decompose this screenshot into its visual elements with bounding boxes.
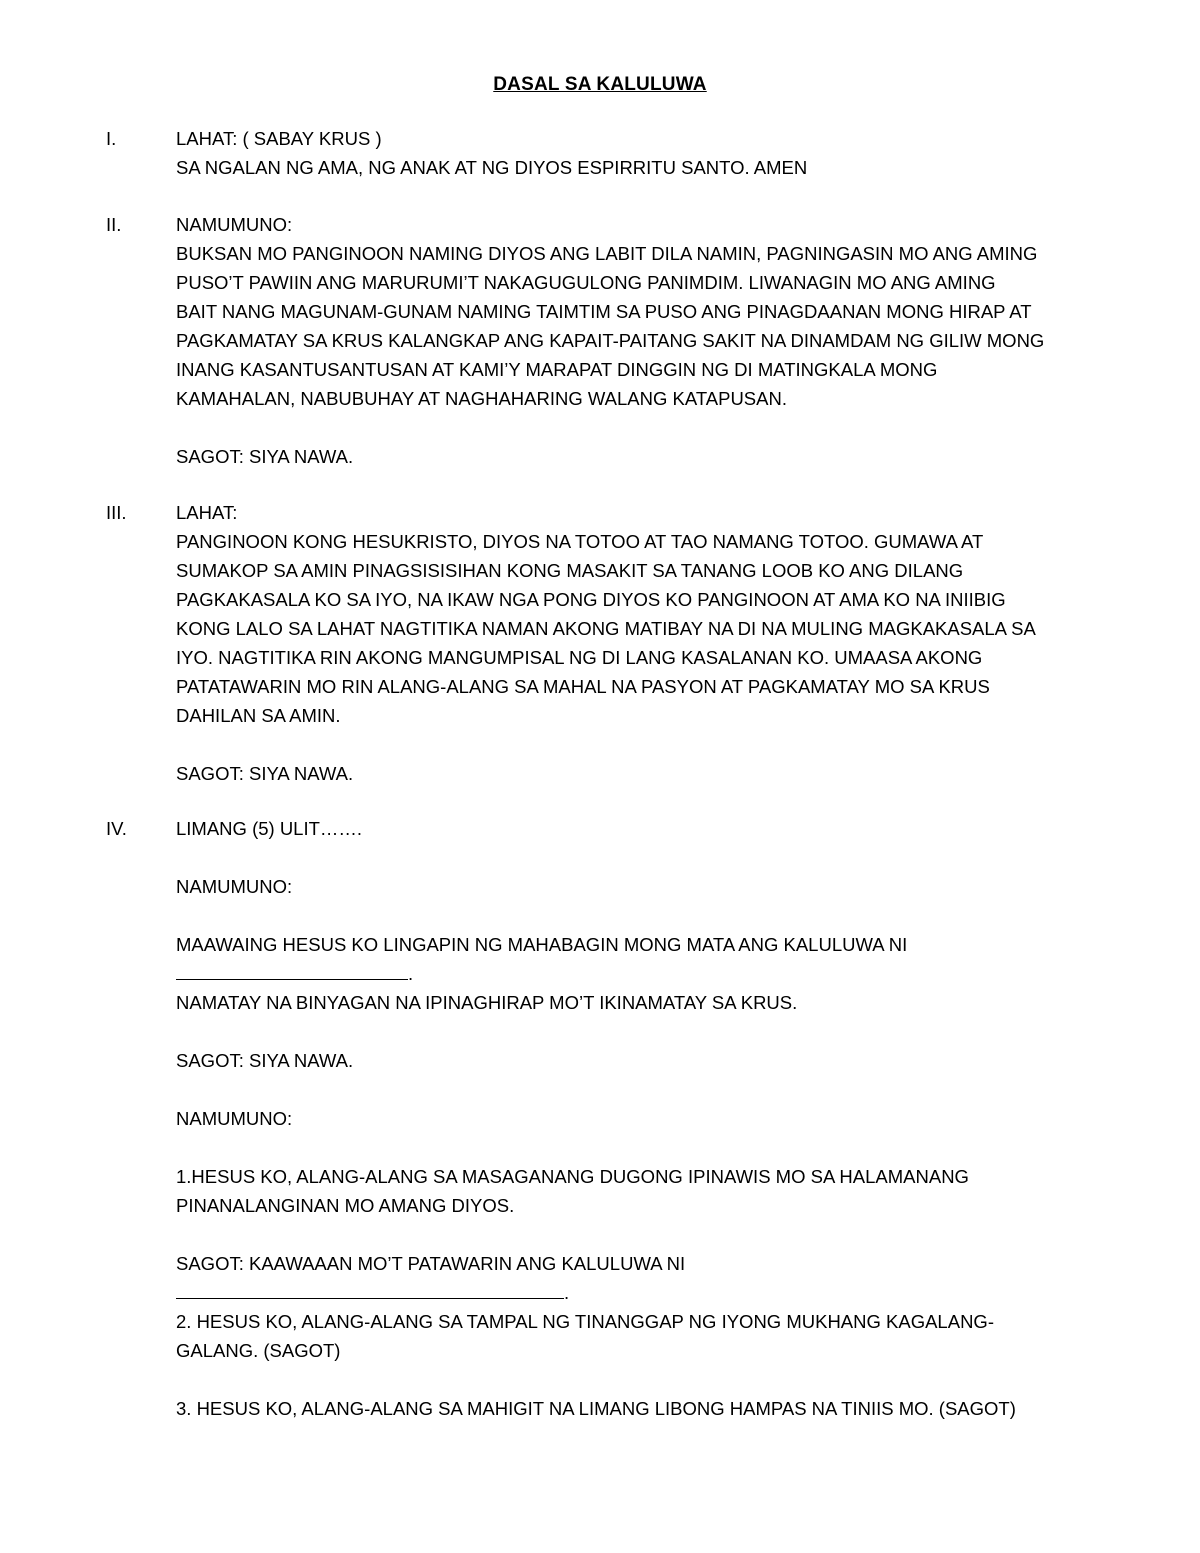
spacer <box>176 1133 1136 1162</box>
response-line: SAGOT: KAAWAAAN MO’T PATAWARIN ANG KALULUWA NI <box>176 1253 686 1274</box>
spacer <box>176 1365 1136 1394</box>
response-line: SAGOT: SIYA NAWA. <box>176 446 354 467</box>
response-line: SAGOT: SIYA NAWA. <box>176 763 354 784</box>
section-content <box>176 498 1136 788</box>
prayer-line: BUKSAN MO PANGINOON NAMING DIYOS ANG LABIT DILA NAMIN, PAGNINGASIN MO ANG AMING <box>176 243 1038 264</box>
prayer-line: PATATAWARIN MO RIN ALANG-ALANG SA MAHAL NA PASYON AT PAGKAMATAY MO SA KRUS <box>176 676 990 697</box>
prayer-line: 1.HESUS KO, ALANG-ALANG SA MASAGANANG DUGONG IPINAWIS MO SA HALAMANANG <box>176 1166 969 1187</box>
prayer-line: PAGKAKASALA KO SA IYO, NA IKAW NGA PONG DIYOS KO PANGINOON AT AMA KO NA INIIBIG <box>176 589 1006 610</box>
section-numeral: IV. <box>106 818 127 839</box>
prayer-line: NAMATAY NA BINYAGAN NA IPINAGHIRAP MO’T IKINAMATAY SA KRUS. <box>176 992 798 1013</box>
section-content <box>176 124 1136 182</box>
prayer-line: PUSO’T PAWIIN ANG MARURUMI’T NAKAGUGULONG PANIMDIM. LIWANAGIN MO ANG AMING <box>176 272 996 293</box>
prayer-line: 2. HESUS KO, ALANG-ALANG SA TAMPAL NG TINANGGAP NG IYONG MUKHANG KAGALANG- <box>176 1311 994 1332</box>
name-blank <box>176 1278 564 1299</box>
name-blank-line: . <box>176 1278 1136 1307</box>
spacer <box>176 843 1136 872</box>
prayer-line: 3. HESUS KO, ALANG-ALANG SA MAHIGIT NA LIMANG LIBONG HAMPAS NA TINIIS MO. (SAGOT) <box>176 1398 1016 1419</box>
prayer-line: KAMAHALAN, NABUBUHAY AT NAGHAHARING WALANG KATAPUSAN. <box>176 388 787 409</box>
prayer-line: PAGKAMATAY SA KRUS KALANGKAP ANG KAPAIT-PAITANG SAKIT NA DINAMDAM NG GILIW MONG <box>176 330 1045 351</box>
name-blank-line: . <box>176 959 1136 988</box>
prayer-line: SUMAKOP SA AMIN PINAGSISISIHAN KONG MASAKIT SA TANANG LOOB KO ANG DILANG <box>176 560 964 581</box>
section-numeral: I. <box>106 128 117 149</box>
spacer <box>176 1017 1136 1046</box>
prayer-line: MAAWAING HESUS KO LINGAPIN NG MAHABAGIN MONG MATA ANG KALULUWA NI <box>176 934 908 955</box>
section-numeral: II. <box>106 214 122 235</box>
prayer-line: SA NGALAN NG AMA, NG ANAK AT NG DIYOS ESPIRRITU SANTO. AMEN <box>176 157 808 178</box>
repeat-instruction: LIMANG (5) ULIT……. <box>176 818 363 839</box>
speaker-label: NAMUMUNO: <box>176 214 293 235</box>
spacer <box>176 1220 1136 1249</box>
spacer <box>176 413 1136 442</box>
document-title: DASAL SA KALULUWA <box>493 74 707 95</box>
prayer-line: KONG LALO SA LAHAT NAGTITIKA NAMAN AKONG MATIBAY NA DI NA MULING MAGKAKASALA SA <box>176 618 1036 639</box>
section-content <box>176 814 1136 1423</box>
name-blank <box>176 959 408 980</box>
section-numeral: III. <box>106 502 127 523</box>
speaker-label: LAHAT: ( SABAY KRUS ) <box>176 128 382 149</box>
spacer <box>176 901 1136 930</box>
speaker-label: NAMUMUNO: <box>176 1108 293 1129</box>
prayer-line: DAHILAN SA AMIN. <box>176 705 341 726</box>
prayer-line: PANGINOON KONG HESUKRISTO, DIYOS NA TOTOO AT TAO NAMANG TOTOO. GUMAWA AT <box>176 531 984 552</box>
prayer-line: BAIT NANG MAGUNAM-GUNAM NAMING TAIMTIM SA PUSO ANG PINAGDAANAN MONG HIRAP AT <box>176 301 1032 322</box>
speaker-label: NAMUMUNO: <box>176 876 293 897</box>
spacer <box>176 730 1136 759</box>
response-line: SAGOT: SIYA NAWA. <box>176 1050 354 1071</box>
prayer-line: IYO. NAGTITIKA RIN AKONG MANGUMPISAL NG DI LANG KASALANAN KO. UMAASA AKONG <box>176 647 983 668</box>
prayer-line: INANG KASANTUSANTUSAN AT KAMI’Y MARAPAT DINGGIN NG DI MATINGKALA MONG <box>176 359 938 380</box>
prayer-line: PINANALANGINAN MO AMANG DIYOS. <box>176 1195 515 1216</box>
prayer-line: GALANG. (SAGOT) <box>176 1340 341 1361</box>
section-content <box>176 210 1136 471</box>
speaker-label: LAHAT: <box>176 502 238 523</box>
spacer <box>176 1075 1136 1104</box>
